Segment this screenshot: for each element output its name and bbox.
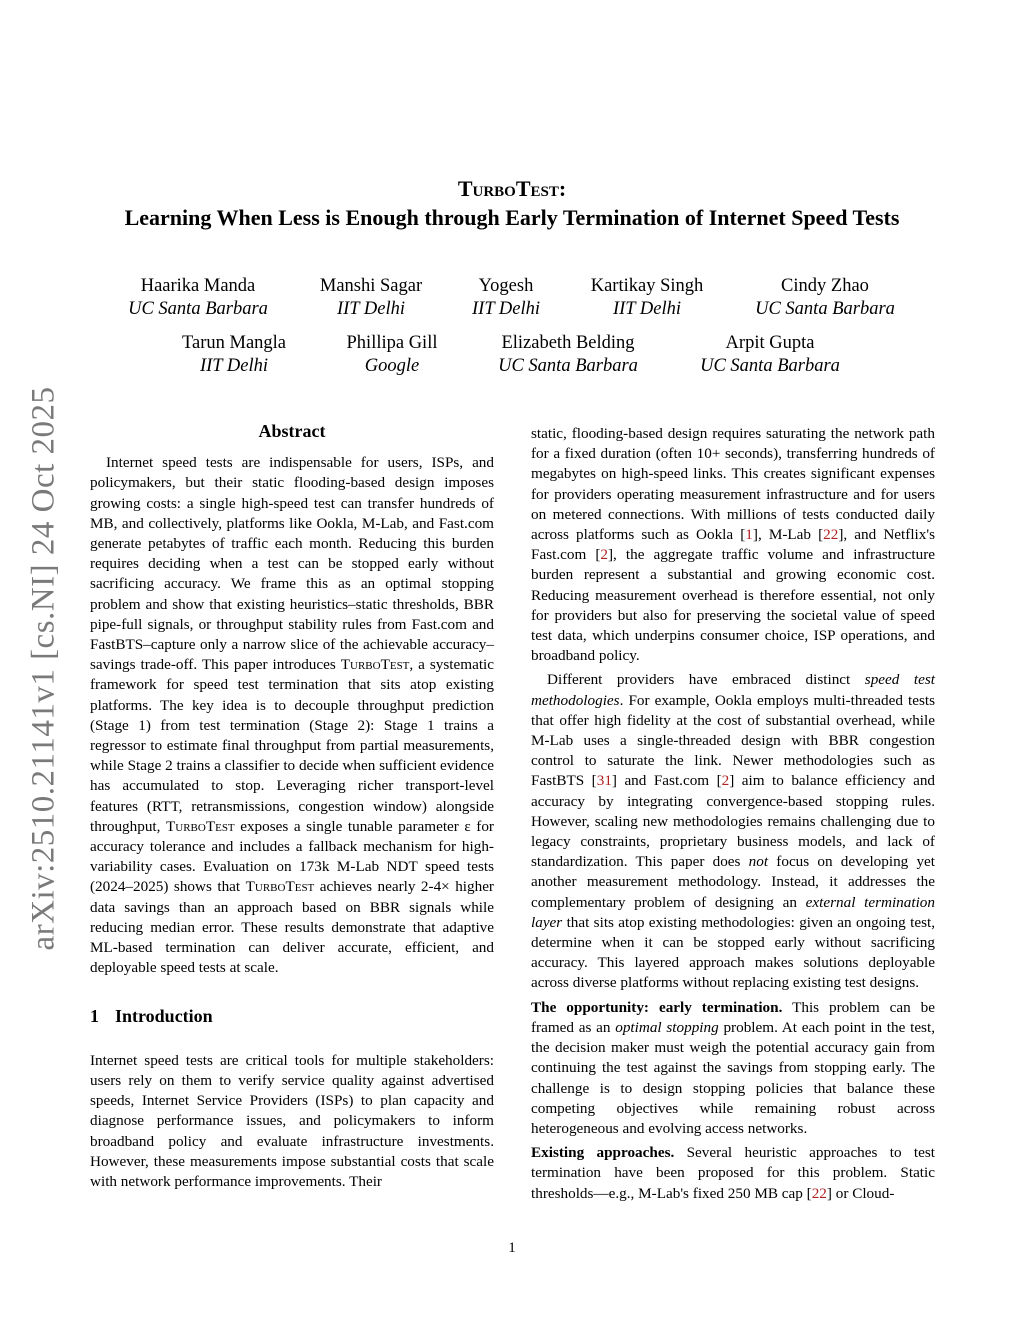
citation-link[interactable]: 2	[600, 546, 608, 564]
author-affiliation: UC Santa Barbara	[498, 356, 638, 376]
text-run: problem. At each point in the test, the decision maker must weigh the potential accuracy gain from continuing the test against the savings from stopping early. The challenge is to design stopping policies that balance these competing objectives while remaining robust across heterogeneous and evolving access networks.	[531, 1018, 935, 1137]
system-name: TurboTest	[245, 878, 315, 896]
emphasis: not	[748, 853, 769, 871]
author	[498, 333, 638, 377]
emphasis: speed test methodologies	[531, 671, 935, 709]
author	[347, 333, 438, 377]
author	[472, 276, 540, 320]
section-number: 1	[90, 1006, 99, 1027]
citation-link[interactable]: 22	[823, 526, 839, 544]
author-affiliation: IIT Delhi	[199, 356, 268, 376]
abstract-part: achieves nearly 2-4× higher data savings than an approach based on BBR signals while reducing median error. These results demonstrate that adaptive ML-based termination can deliver accurate, efficient, and deployable speed tests at scale.	[90, 878, 494, 977]
text-run: . For example, Ookla employs multi-threaded tests that offer high fidelity at the cost of substantial overhead, while M-Lab uses a single-threaded design with BBR congestion control to saturate the link. Newer methodologies such as FastBTS [	[531, 691, 935, 790]
author	[591, 276, 704, 320]
paragraph-heading: The opportunity: early termination.	[531, 998, 783, 1016]
author-name: Yogesh	[478, 276, 534, 296]
author	[320, 276, 422, 320]
left-column	[90, 421, 494, 1192]
system-name: TurboTest	[340, 656, 410, 674]
author-affiliation: UC Santa Barbara	[128, 299, 268, 319]
author-name: Manshi Sagar	[319, 276, 423, 296]
author-name: Cindy Zhao	[781, 276, 869, 296]
author-affiliation: UC Santa Barbara	[755, 299, 895, 319]
emphasis: optimal stopping	[615, 1018, 719, 1036]
section-heading-introduction	[90, 1006, 494, 1026]
author	[182, 333, 286, 377]
text-run: ], and Netflix's Fast.com [	[531, 526, 935, 564]
author	[700, 333, 840, 377]
author-name: Arpit Gupta	[725, 333, 815, 353]
abstract-part: exposes a single tunable parameter ε for accuracy tolerance and includes a fallback mechanism for high-variability cases. Evaluation on 173k M-Lab NDT speed tests (2024–2025) shows that	[90, 817, 494, 896]
author	[755, 276, 895, 320]
author-name: Haarika Manda	[140, 276, 256, 296]
abstract-part: , a systematic framework for speed test termination that sits atop existing platforms. The key idea is to decouple throughput prediction (Stage 1) from test termination (Stage 2): Stage 1 trains a regressor to estimate final throughput from partial measurements, while Stage 2 trains a classifier to decide when sufficient evidence has accumulated to stop. Leveraging richer transport-level features (RTT, retransmissions, congestion window) alongside throughput,	[90, 656, 494, 835]
author-name: Elizabeth Belding	[501, 333, 635, 353]
emphasis: external termination layer	[531, 893, 935, 931]
author-name: Tarun Mangla	[181, 333, 287, 353]
text-run: ] or Cloud-	[826, 1184, 895, 1202]
right-column	[531, 424, 935, 1204]
text-run: ], the aggregate traffic volume and infrastructure burden represent a substantial and growing economic cost. Reducing measurement overhead is therefore essential, not only for providers but also for preserving the societal value of speed test data, which underpins consumer choice, ISP operations, and broadband policy.	[531, 546, 935, 665]
citation-link[interactable]: 1	[745, 526, 753, 544]
text-run: Several heuristic approaches to test termination have been proposed for this problem. Static thresholds—e.g., M-Lab's fixed 250 MB cap [	[531, 1144, 935, 1202]
citation-link[interactable]: 31	[596, 772, 612, 790]
text-run: ] aim to balance efficiency and accuracy by integrating convergence-based stopping rules. However, scaling new methodologies remains challenging due to legacy constraints, proprietary business models, and lack of standardization. This paper does	[531, 772, 936, 871]
arxiv-stamp	[14, 378, 74, 958]
body-paragraph	[531, 1143, 935, 1204]
author-name: Phillipa Gill	[346, 333, 438, 353]
text-run: This problem can be framed as an	[531, 998, 935, 1036]
abstract-part: Internet speed tests are indispensable for users, ISPs, and policymakers, but their static flooding-based design imposes growing costs: a single high-speed test can transfer hundreds of MB, and collectively, platforms like Ookla, M-Lab, and Fast.com generate petabytes of traffic each month. Reducing this burden requires deciding when a test can be stopped early without sacrificing accuracy. We frame this as an optimal stopping problem and show that existing heuristics–static thresholds, BBR pipe-full signals, or throughput stability rules from Fast.com and FastBTS–capture only a narrow slice of the achievable accuracy–savings trade-off. This paper introduces	[90, 454, 494, 674]
paragraph-heading: Existing approaches.	[531, 1144, 675, 1162]
text-run: that sits atop existing methodologies: given an ongoing test, determine when it can be stopped early without sacrificing accuracy. This layered approach makes solutions deployable across diverse platforms without replacing existing test designs.	[531, 913, 935, 992]
paper-title	[60, 175, 964, 233]
abstract-text	[90, 453, 494, 978]
title-subtitle: Learning When Less is Enough through Early Termination of Internet Speed Tests	[124, 205, 900, 230]
body-paragraph	[531, 998, 935, 1139]
author-affiliation: IIT Delhi	[612, 299, 681, 319]
text-run: static, flooding-based design requires saturating the network path for a fixed duration (often 10+ seconds), transferring hundreds of megabytes on high-speed links. This creates significant expenses for providers operating measurement infrastructure and for users on metered connections. With millions of tests conducted daily across platforms such as Ookla [	[531, 425, 935, 544]
author-affiliation: Google	[364, 356, 420, 376]
abstract-heading: Abstract	[258, 421, 326, 441]
author-affiliation: UC Santa Barbara	[700, 356, 840, 376]
title-system-name: TurboTest:	[457, 176, 567, 201]
text-run: Different providers have embraced distinct	[547, 671, 865, 689]
system-name: TurboTest	[165, 817, 235, 835]
text-run: ], M-Lab [	[752, 526, 824, 544]
section-title: Introduction	[115, 1006, 213, 1027]
arxiv-stamp-text: arXiv:2510.21141v1 [cs.NI] 24 Oct 2025	[25, 385, 62, 951]
text-run: ] and Fast.com [	[611, 772, 722, 790]
intro-paragraph: Internet speed tests are critical tools for multiple stakeholders: users rely on them to verify service quality against advertised speeds, Internet Service Providers (ISPs) to plan capacity and diagnose performance issues, and policymakers to inform broadband policy and evaluate infrastructure investments. However, these measurements impose substantial costs that scale with network performance improvements. Their	[90, 1051, 494, 1190]
author-affiliation: IIT Delhi	[471, 299, 541, 319]
author	[128, 276, 268, 320]
citation-link[interactable]: 2	[721, 772, 730, 790]
author-affiliation: IIT Delhi	[336, 299, 405, 319]
page-number: 1	[508, 1240, 516, 1256]
body-paragraph	[531, 424, 935, 666]
text-run: focus on developing yet another measurement methodology. Instead, it addresses the complementary problem of designing an	[531, 853, 936, 911]
author-name: Kartikay Singh	[590, 276, 704, 296]
body-paragraph	[531, 670, 935, 993]
citation-link[interactable]: 22	[811, 1184, 827, 1202]
